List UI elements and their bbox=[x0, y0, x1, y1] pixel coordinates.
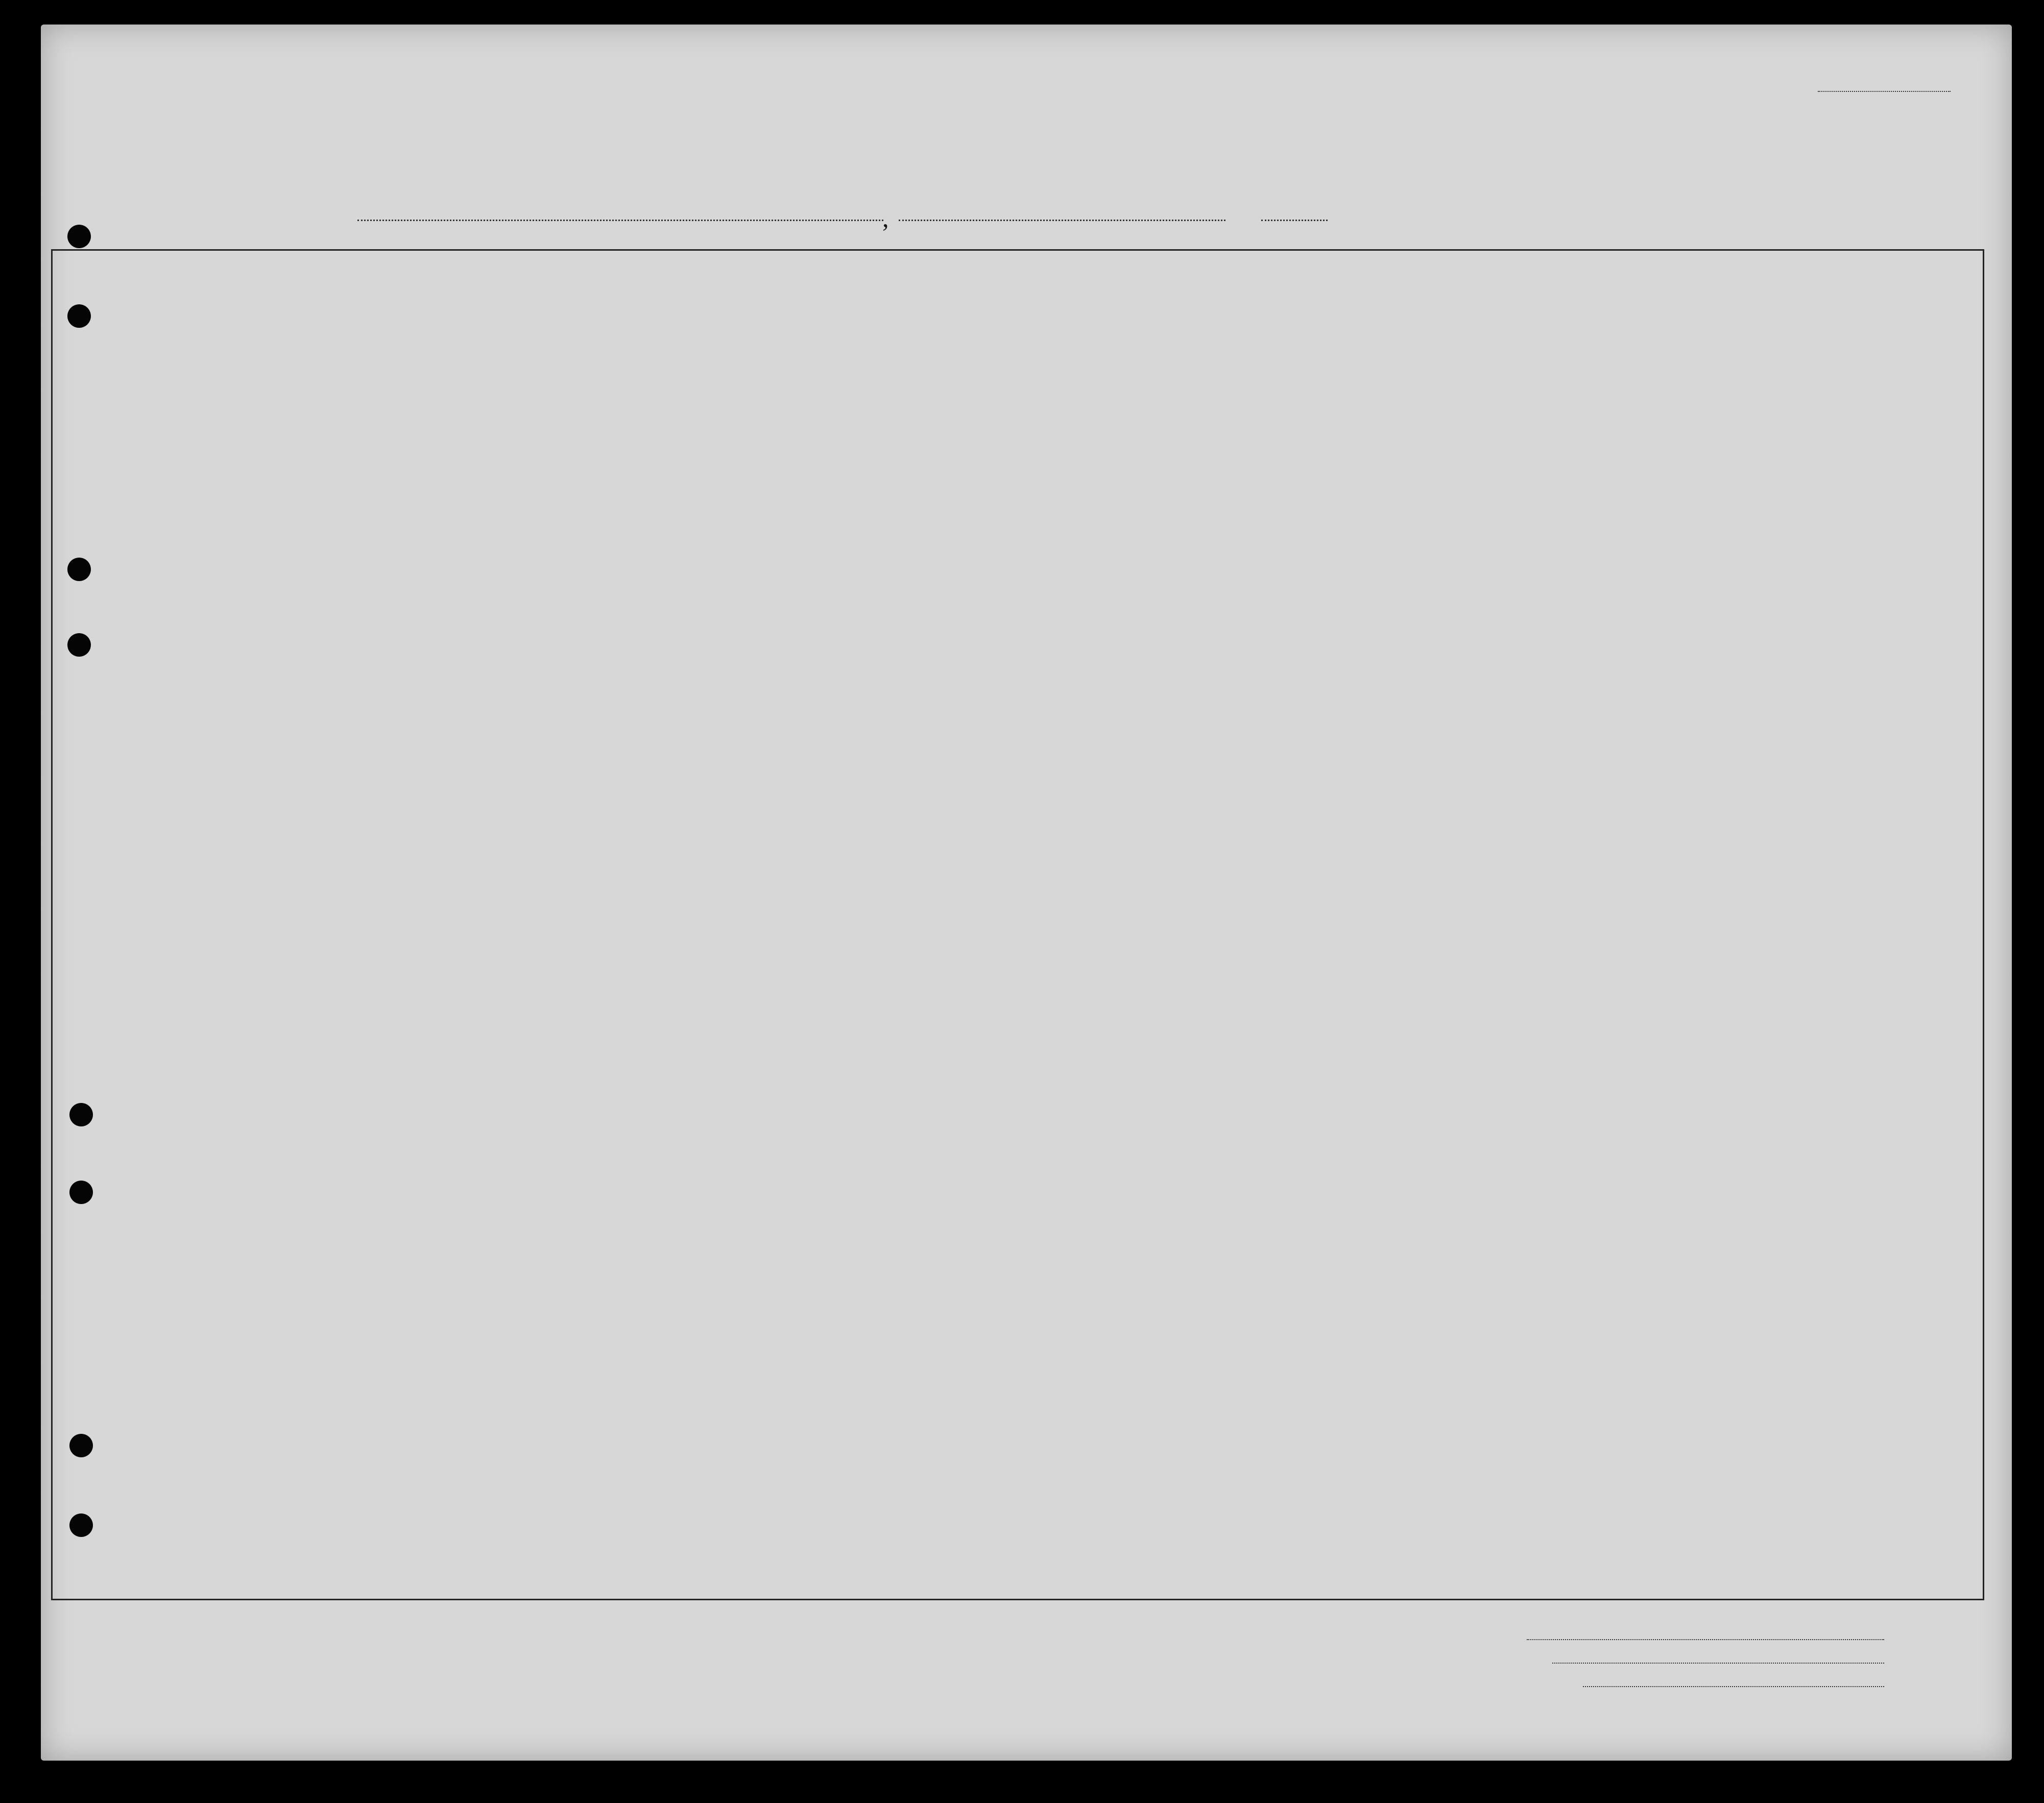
local-agents-field[interactable] bbox=[1583, 1686, 1884, 1687]
comma-separator: , bbox=[882, 204, 889, 232]
line-field[interactable] bbox=[1527, 1639, 1884, 1640]
owners-field[interactable] bbox=[1552, 1663, 1884, 1664]
